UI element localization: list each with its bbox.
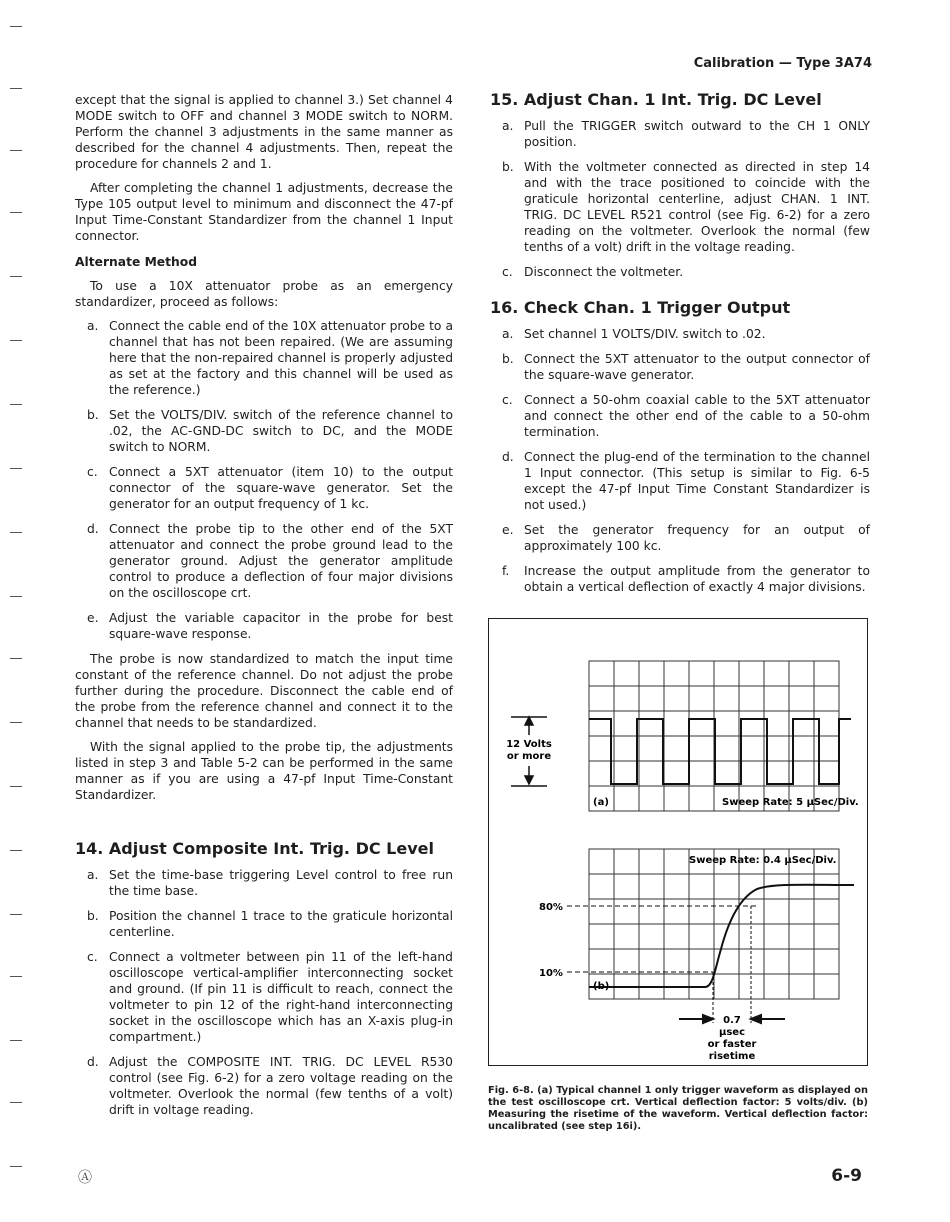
item-text: Set the time-base triggering Level control to free run the time base. <box>109 868 453 898</box>
item-text: Adjust the COMPOSITE INT. TRIG. DC LEVEL R530 control (see Fig. 6-2) for a zero voltage reading on the voltmeter. Overlook the normal (few tenths of a volt) drift in voltage reading. <box>109 1055 453 1117</box>
risetime-note-1: or faster <box>707 1039 757 1050</box>
item-label: c. <box>502 393 513 407</box>
list-item <box>490 264 870 280</box>
item-label: a. <box>87 868 99 882</box>
section-title-14: 14. Adjust Composite Int. Trig. DC Level <box>75 839 434 858</box>
item-label: e. <box>502 523 514 537</box>
list-item <box>490 392 870 440</box>
item-text: Connect a 50-ohm coaxial cable to the 5XT attenuator and connect the other end of the cable to a 50-ohm termination. <box>524 393 870 439</box>
item-label: c. <box>87 465 98 479</box>
item-text: Connect a 5XT attenuator (item 10) to the output connector of the square-wave generator. Set the generator for an output frequency of 1 kc. <box>109 465 453 511</box>
item-text: Disconnect the voltmeter. <box>524 265 684 279</box>
paragraph: To use a 10X attenuator probe as an emergency standardizer, proceed as follows: <box>75 279 453 309</box>
waveform-figure <box>489 619 867 1065</box>
list-item <box>490 563 870 595</box>
item-label: e. <box>87 611 99 625</box>
item-text: Set channel 1 VOLTS/DIV. switch to .02. <box>524 327 766 341</box>
item-text: Adjust the variable capacitor in the probe for best square-wave response. <box>109 611 453 641</box>
item-label: b. <box>87 909 99 923</box>
item-label: c. <box>502 265 513 279</box>
paragraph: With the signal applied to the probe tip, the adjustments listed in step 3 and Table 5-2 can be performed in the same manner as if you are using a 47-pf Input Time-Constant Standardizer. <box>75 740 453 802</box>
item-label: b. <box>87 408 99 422</box>
item-text: Connect the cable end of the 10X attenuator probe to a channel that has not been repaired. (We are assuming here that the non-repaired channel is properly adjusted as set at the factory and this channel will be used as the reference.) <box>109 319 453 397</box>
list-item <box>75 610 453 642</box>
list-item <box>490 159 870 255</box>
item-text: Connect the plug-end of the termination to the channel 1 Input connector. (This setup is similar to Fig. 6-5 except the 47-pf Input Time Constant Standardizer is not used.) <box>524 450 870 512</box>
item-text: With the voltmeter connected as directed in step 14 and with the trace positioned to coincide with the graticule horizontal centerline, adjust CHAN. 1 INT. TRIG. DC LEVEL R521 control (see Fig. 6-2) for a zero reading on the voltmeter. Overlook the normal (few tenths of a volt) drift in the voltage reading. <box>524 160 870 254</box>
risetime-unit: µsec <box>718 1027 746 1038</box>
paragraph: After completing the channel 1 adjustments, decrease the Type 105 output level to minimum and disconnect the 47-pf Input Time-Constant Standardizer from the channel 1 Input connector. <box>75 181 453 243</box>
label-10-percent: 10% <box>539 968 563 979</box>
paragraph: The probe is now standardized to match the input time constant of the reference channel. Do not adjust the probe further during the procedure. Disconnect the cable end of the probe from the reference channel and connect it to the channel that needs to be standardized. <box>75 652 453 730</box>
item-label: b. <box>502 160 514 174</box>
paragraph: except that the signal is applied to channel 3.) Set channel 4 MODE switch to OFF and channel 3 MODE switch to NORM. Perform the channel 3 adjustments in the same manner as described for the channel 4 adjustments. Then, repeat the procedure for channels 2 and 1. <box>75 93 453 171</box>
section-title-16: 16. Check Chan. 1 Trigger Output <box>490 298 791 317</box>
figure-caption: Fig. 6-8. (a) Typical channel 1 only trigger waveform as displayed on the test oscilloscope crt. Vertical deflection factor: 5 volts/div. (b) Measuring the risetime of the waveform. Vertical deflection factor: uncalibrated (see step 16i). <box>488 1085 868 1132</box>
figure-6-8 <box>488 618 868 1066</box>
item-text: Connect the 5XT attenuator to the output connector of the square-wave generator. <box>524 352 870 382</box>
item-label: d. <box>87 522 99 536</box>
list-item <box>75 521 453 601</box>
subheading-alternate-method: Alternate Method <box>75 255 198 269</box>
right-column <box>490 92 870 604</box>
item-label: c. <box>87 950 98 964</box>
running-header: Calibration — Type 3A74 <box>693 56 872 71</box>
item-label: b. <box>502 352 514 366</box>
label-80-percent: 80% <box>539 902 563 913</box>
item-label: a. <box>502 119 514 133</box>
list-item <box>490 118 870 150</box>
item-label: f. <box>502 564 510 578</box>
left-column <box>75 92 453 1127</box>
list-item <box>490 449 870 513</box>
list-item <box>75 1054 453 1118</box>
item-text: Position the channel 1 trace to the graticule horizontal centerline. <box>109 909 453 939</box>
item-text: Set the VOLTS/DIV. switch of the reference channel to .02, the AC-GND-DC switch to DC, and the MODE switch to NORM. <box>109 408 453 454</box>
page-number: 6-9 <box>831 1166 862 1186</box>
list-item <box>75 908 453 940</box>
list-item <box>490 351 870 383</box>
item-label: a. <box>502 327 514 341</box>
volts-label-1: 12 Volts <box>506 739 552 750</box>
item-text: Connect a voltmeter between pin 11 of the left-hand oscilloscope vertical-amplifier interconnecting socket and ground. (If pin 11 is difficult to reach, connect the voltmeter to pin 12 of the right-hand interconnecting socket in the oscilloscope which has an X-axis plug-in compartment.) <box>109 950 453 1044</box>
square-wave-trace <box>589 719 851 784</box>
item-text: Connect the probe tip to the other end of the 5XT attenuator and connect the probe ground lead to the generator ground. Adjust the generator amplitude control to produce a deflection of four major divisions on the oscilloscope crt. <box>109 522 453 600</box>
item-label: d. <box>502 450 514 464</box>
item-text: Increase the output amplitude from the generator to obtain a vertical deflection of exactly 4 major divisions. <box>524 564 870 594</box>
item-text: Set the generator frequency for an output of approximately 100 kc. <box>524 523 870 553</box>
item-text: Pull the TRIGGER switch outward to the CH 1 ONLY position. <box>524 119 870 149</box>
label-b: (b) <box>593 981 610 992</box>
risetime-note-2: risetime <box>708 1051 756 1062</box>
publisher-mark: Ⓐ <box>78 1170 92 1186</box>
list-item <box>490 326 870 342</box>
sweep-rate-a: Sweep Rate: 5 µSec/Div. <box>722 797 859 808</box>
list-item <box>75 949 453 1045</box>
list-item <box>75 407 453 455</box>
volts-label-2: or more <box>506 751 552 762</box>
item-label: a. <box>87 319 99 333</box>
list-item <box>490 522 870 554</box>
item-label: d. <box>87 1055 99 1069</box>
list-item <box>75 867 453 899</box>
list-item <box>75 464 453 512</box>
risetime-value: 0.7 <box>723 1015 741 1026</box>
list-item <box>75 318 453 398</box>
section-title-15: 15. Adjust Chan. 1 Int. Trig. DC Level <box>490 90 822 109</box>
sweep-rate-b: Sweep Rate: 0.4 µSec/Div. <box>689 855 837 866</box>
label-a: (a) <box>593 797 609 808</box>
